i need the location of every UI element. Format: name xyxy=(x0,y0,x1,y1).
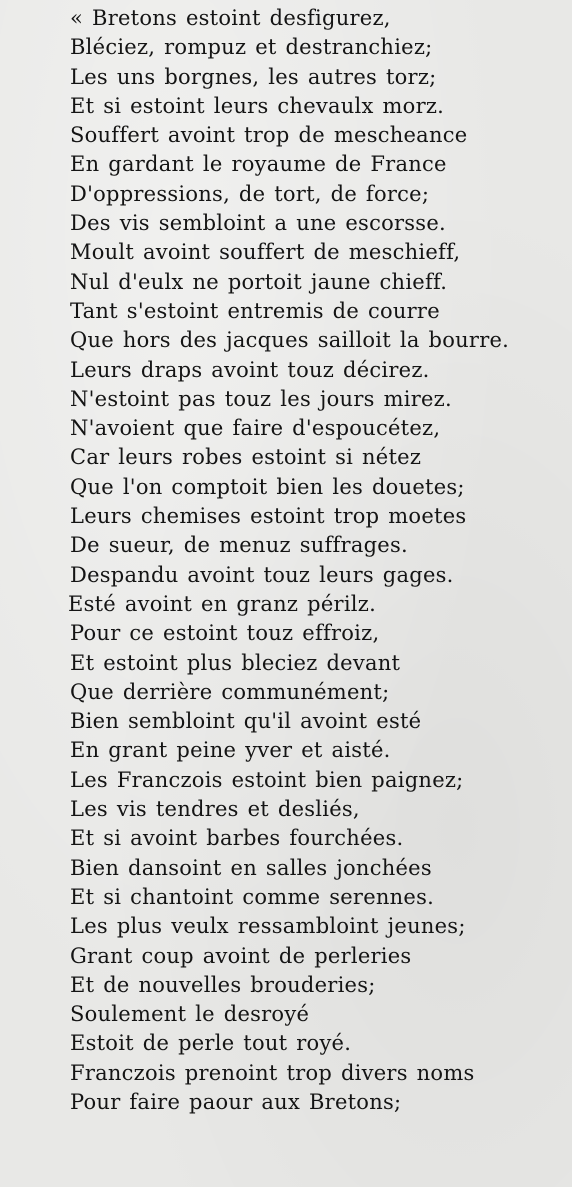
poem-line: Souffert avoint trop de mescheance xyxy=(70,123,468,148)
poem-line: Que l'on comptoit bien les douetes; xyxy=(70,474,465,499)
poem-line: Bien dansoint en salles jonchées xyxy=(70,855,432,880)
poem-line: Moult avoint souffert de meschieff, xyxy=(70,240,461,265)
poem-line: Franczois prenoint trop divers noms xyxy=(70,1060,475,1085)
poem-line: Et estoint plus bleciez devant xyxy=(70,650,401,675)
poem-line: Les vis tendres et desliés, xyxy=(70,797,360,822)
poem-line: Des vis sembloint a une escorsse. xyxy=(70,211,446,236)
poem-line: Bien sembloint qu'il avoint esté xyxy=(70,709,422,734)
poem-line: N'estoint pas touz les jours mirez. xyxy=(70,386,452,411)
poem-line: Leurs chemises estoint trop moetes xyxy=(70,504,467,529)
poem-line: Bléciez, rompuz et destranchiez; xyxy=(70,35,433,60)
poem-text xyxy=(70,4,509,1117)
poem-line: De sueur, de menuz suffrages. xyxy=(70,533,408,558)
poem-line: Et de nouvelles brouderies; xyxy=(70,972,376,997)
poem-line: En gardant le royaume de France xyxy=(70,152,447,177)
poem-line: Tant s'estoint entremis de courre xyxy=(70,298,440,323)
poem-line: N'avoient que faire d'espoucétez, xyxy=(70,416,441,441)
poem-line: Que hors des jacques sailloit la bourre. xyxy=(70,328,510,353)
poem-line: En grant peine yver et aisté. xyxy=(70,738,391,763)
poem-line: Estoit de perle tout royé. xyxy=(70,1031,352,1056)
poem-line: Soulement le desroyé xyxy=(70,1002,310,1027)
poem-line: D'oppressions, de tort, de force; xyxy=(70,181,430,206)
poem-line: Car leurs robes estoint si nétez xyxy=(70,445,422,470)
poem-line: Despandu avoint touz leurs gages. xyxy=(70,562,454,587)
poem-line: Les plus veulx ressambloint jeunes; xyxy=(70,914,466,939)
poem-line: Que derrière communément; xyxy=(70,679,390,704)
poem-line: Pour faire paour aux Bretons; xyxy=(70,1089,402,1114)
poem-line: Et si chantoint comme serennes. xyxy=(70,884,435,909)
poem-line: Pour ce estoint touz effroiz, xyxy=(70,621,380,646)
poem-line: Nul d'eulx ne portoit jaune chieff. xyxy=(70,269,448,294)
poem-line: Leurs draps avoint touz décirez. xyxy=(70,357,430,382)
poem-line: Les uns borgnes, les autres torz; xyxy=(70,64,437,89)
poem-line: Et si avoint barbes fourchées. xyxy=(70,826,404,851)
poem-line: Esté avoint en granz périlz. xyxy=(68,591,377,616)
poem-line: « Bretons estoint desfigurez, xyxy=(70,6,391,30)
poem-line: Grant coup avoint de perleries xyxy=(70,943,412,968)
poem-line: Et si estoint leurs chevaulx morz. xyxy=(70,93,445,118)
poem-line: Les Franczois estoint bien paignez; xyxy=(70,767,464,792)
